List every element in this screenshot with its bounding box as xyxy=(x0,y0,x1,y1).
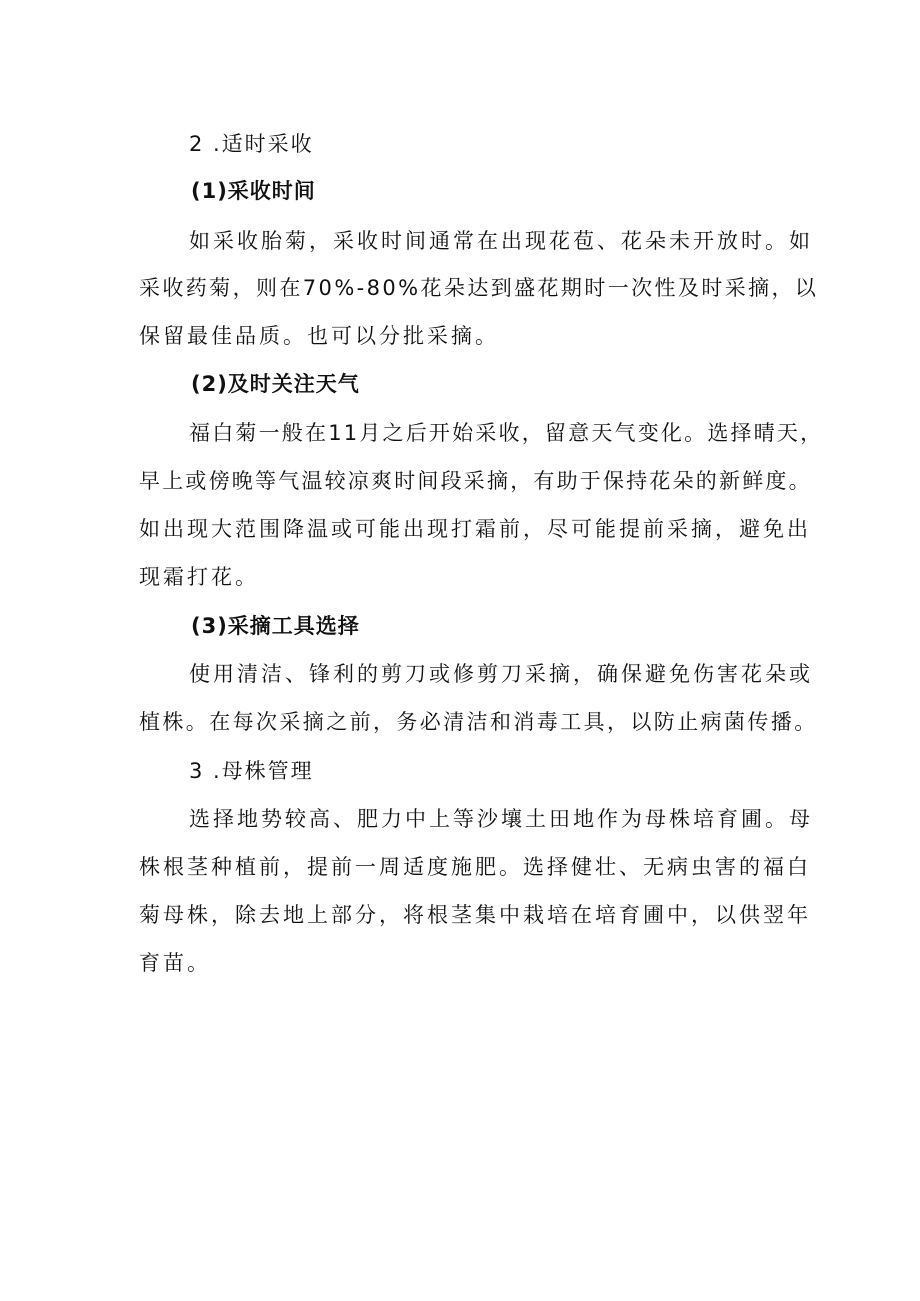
section-number: 3 xyxy=(189,759,205,783)
paragraph-line: 植株。在每次采摘之前，务必清洁和消毒工具，以防止病菌传播。 xyxy=(139,710,818,734)
paragraph-line: 如出现大范围降温或可能出现打霜前，尽可能提前采摘，避免出 xyxy=(139,517,811,541)
section-heading-harvest xyxy=(189,129,314,159)
paragraph-line: 菊母株，除去地上部分，将根茎集中栽培在培育圃中，以供翌年 xyxy=(139,903,811,927)
section-heading-mother-plant xyxy=(189,756,314,786)
subsection-heading-harvest-time: (1)采收时间 xyxy=(191,179,316,203)
paragraph-line: 福白菊一般在11月之后开始采收，留意天气变化。选择晴天， xyxy=(189,421,824,445)
paragraph-line: 采收药菊，则在70%-80%花朵达到盛花期时一次性及时采摘，以 xyxy=(139,276,819,300)
paragraph-line: 现霜打花。 xyxy=(139,565,259,589)
paragraph-line: 育苗。 xyxy=(139,951,211,975)
paragraph-line: 保留最佳品质。也可以分批采摘。 xyxy=(139,324,499,348)
section-title: .母株管理 xyxy=(213,759,314,783)
paragraph-line: 早上或傍晚等气温较凉爽时间段采摘，有助于保持花朵的新鲜度。 xyxy=(139,469,812,493)
subsection-heading-weather: (2)及时关注天气 xyxy=(191,372,360,396)
subsection-heading-tools: (3)采摘工具选择 xyxy=(191,614,360,638)
paragraph-line: 如采收胎菊，采收时间通常在出现花苞、花朵未开放时。如 xyxy=(189,229,813,253)
paragraph-line: 株根茎种植前，提前一周适度施肥。选择健壮、无病虫害的福白 xyxy=(139,855,811,879)
section-title: .适时采收 xyxy=(213,132,314,156)
paragraph-line: 使用清洁、锋利的剪刀或修剪刀采摘，确保避免伤害花朵或 xyxy=(189,662,813,686)
section-number: 2 xyxy=(189,132,205,156)
paragraph-line: 选择地势较高、肥力中上等沙壤土田地作为母株培育圃。母 xyxy=(189,807,813,831)
